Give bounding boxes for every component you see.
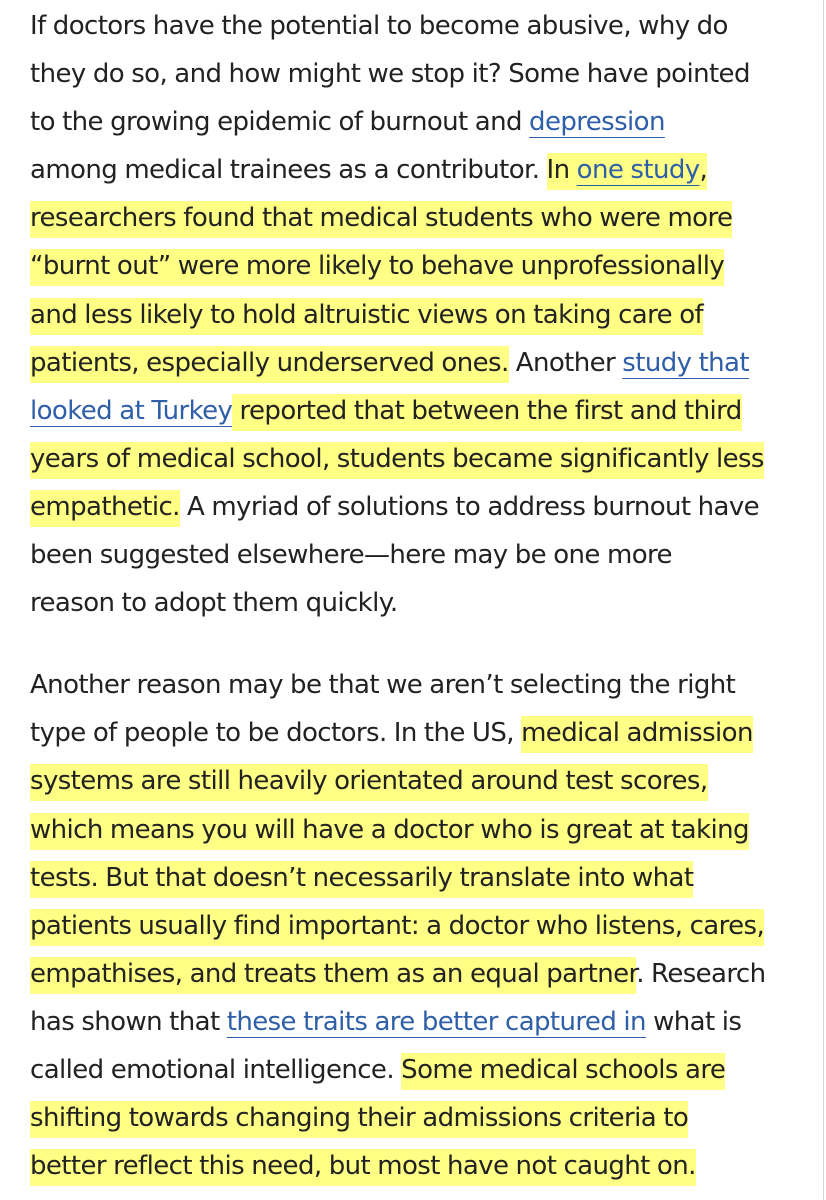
highlighted-text: “burnt out” were more likely to behave unprofessionally [30, 249, 724, 286]
text-line [30, 709, 816, 757]
text-line [30, 291, 816, 339]
page-edge-divider [823, 0, 824, 1200]
line-text: what is [645, 1006, 742, 1037]
text-line [30, 194, 816, 242]
line-text: Another reason may be that we aren’t selecting the right [30, 670, 736, 701]
paragraph-burnout [30, 0, 816, 627]
text-line [30, 854, 816, 902]
highlighted-text: researchers found that medical students who were more [30, 201, 732, 238]
line-text: If doctors have the potential to become abusive, why do [30, 11, 728, 41]
text-line [30, 531, 816, 579]
text-line [30, 435, 816, 483]
line-text: called emotional intelligence. [30, 1054, 402, 1085]
link-study-turkey[interactable]: looked at Turkey [30, 395, 233, 426]
text-line [30, 146, 816, 194]
line-text: they do so, and how might we stop it? Some have pointed [30, 59, 750, 90]
line-text: has shown that [30, 1006, 227, 1037]
highlighted-text: Some medical schools are [401, 1053, 725, 1090]
text-line [30, 483, 816, 531]
text-line [30, 998, 816, 1046]
line-text: . Research [636, 958, 766, 989]
link-depression[interactable]: depression [529, 107, 665, 138]
highlighted-text: better reflect this need, but most have not caught on. [30, 1149, 696, 1186]
highlighted-text [547, 153, 708, 190]
line-text: , [699, 155, 708, 186]
text-line [30, 1046, 816, 1094]
highlighted-text: reported that between the first and third [232, 394, 741, 431]
text-line [30, 242, 816, 290]
highlighted-text: tests. But that doesn’t necessarily translate into what [30, 861, 693, 898]
line-text: among medical trainees as a contributor. [30, 155, 547, 186]
text-line [30, 2, 816, 50]
highlighted-text: shifting towards changing their admissions criteria to [30, 1101, 688, 1138]
text-line [30, 339, 816, 387]
highlighted-text: which means you will have a doctor who is great at taking [30, 813, 749, 850]
highlighted-text: empathises, and treats them as an equal partner [30, 957, 636, 994]
text-line [30, 950, 816, 998]
link-study-turkey[interactable]: study that [622, 347, 749, 378]
article-body [30, 0, 816, 1190]
highlighted-text: empathetic. [30, 490, 180, 527]
line-text: type of people to be doctors. In the US, [30, 718, 522, 749]
line-text: Another [508, 347, 623, 378]
line-text: In [546, 155, 577, 186]
line-text: been suggested elsewhere—here may be one more [30, 540, 672, 571]
text-line [30, 579, 816, 627]
highlighted-text: medical admission [521, 716, 753, 753]
text-line [30, 1142, 816, 1190]
highlighted-text: systems are still heavily orientated around test scores, [30, 764, 708, 801]
line-text: to the growing epidemic of burnout and [30, 107, 530, 138]
line-text: reason to adopt them quickly. [30, 588, 398, 619]
highlighted-text: patients, especially underserved ones. [30, 346, 509, 383]
highlighted-text: years of medical school, students became significantly less [30, 442, 764, 479]
text-line [30, 806, 816, 854]
link-one-study[interactable]: one study [576, 155, 700, 186]
text-line [30, 98, 816, 146]
text-line [30, 1094, 816, 1142]
link-traits-captured[interactable]: these traits are better captured in [226, 1006, 646, 1037]
text-line [30, 50, 816, 98]
text-line [30, 661, 816, 709]
highlighted-text: patients usually find important: a doctor who listens, cares, [30, 909, 764, 946]
text-line [30, 757, 816, 805]
text-line [30, 387, 816, 435]
text-line [30, 902, 816, 950]
paragraph-admissions [30, 661, 816, 1190]
line-text: A myriad of solutions to address burnout have [179, 491, 760, 522]
highlighted-text: and less likely to hold altruistic views on taking care of [30, 298, 703, 335]
